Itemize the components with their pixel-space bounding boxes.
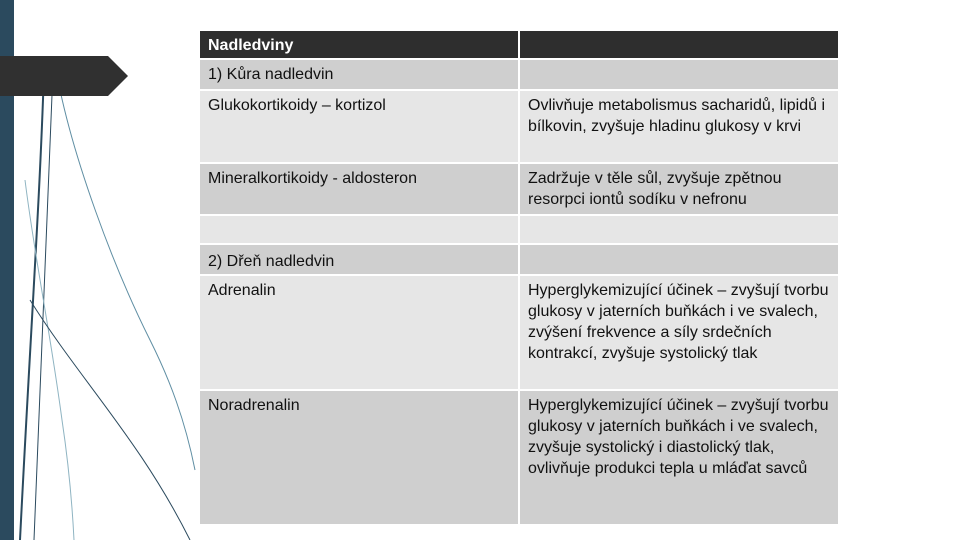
cell-empty (520, 216, 838, 243)
table-row (200, 391, 838, 524)
cell-hormone: Mineralkortikoidy - aldosteron (200, 164, 518, 214)
cell-hormone: Glukokortikoidy – kortizol (200, 91, 518, 162)
cell-desc: Hyperglykemizující účinek – zvyšují tvorbu glukosy v jaterních buňkách i ve svalech, zvýšení frekvence a síly srdečních kontrakcí, zvyšuje systolický tlak (520, 276, 838, 389)
table-row (200, 164, 838, 214)
cell-desc: Ovlivňuje metabolismus sacharidů, lipidů i bílkovin, zvyšuje hladinu glukosy v krvi (520, 91, 838, 162)
cell-section: 2) Dřeň nadledvin (200, 245, 518, 274)
adrenal-table (198, 29, 840, 526)
table-row (200, 245, 838, 274)
cell-hormone: Noradrenalin (200, 391, 518, 524)
table-row (200, 276, 838, 389)
table-header-row (200, 31, 838, 58)
cell-empty (200, 216, 518, 243)
cell-desc (520, 245, 838, 274)
header-cell-title: Nadledviny (200, 31, 518, 58)
cell-desc (520, 60, 838, 89)
cell-desc: Hyperglykemizující účinek – zvyšují tvorbu glukosy v jaterních buňkách i ve svalech, zvyšuje systolický i diastolický tlak, ovlivňuje produkci tepla u mláďat savců (520, 391, 838, 524)
cell-desc: Zadržuje v těle sůl, zvyšuje zpětnou resorpci iontů sodíku v nefronu (520, 164, 838, 214)
table-row (200, 60, 838, 89)
arrow-marker-icon (0, 56, 128, 96)
cell-section: 1) Kůra nadledvin (200, 60, 518, 89)
table-row (200, 91, 838, 162)
header-cell-empty (520, 31, 838, 58)
cell-hormone: Adrenalin (200, 276, 518, 389)
table-row (200, 216, 838, 243)
